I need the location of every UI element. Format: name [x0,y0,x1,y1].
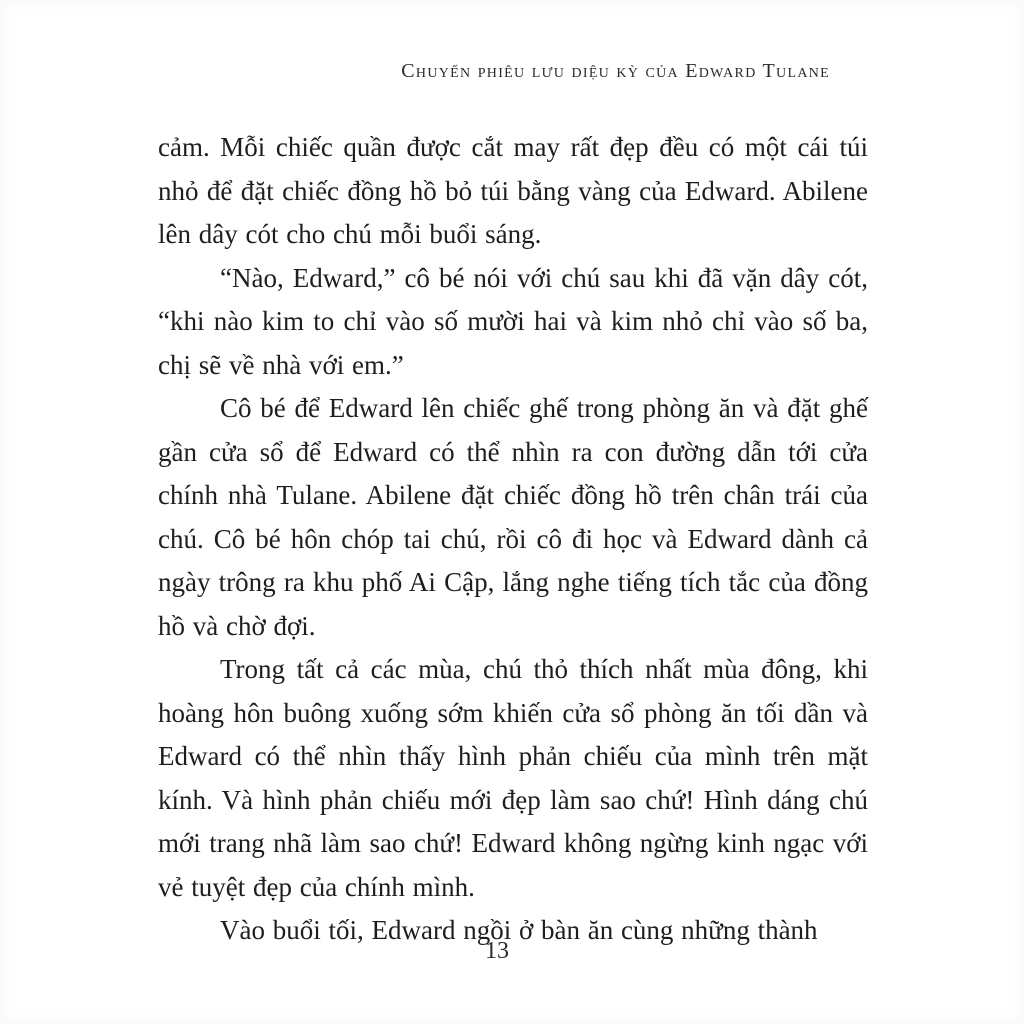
running-header: Chuyến phiêu lưu diệu kỳ của Edward Tulane [401,60,830,82]
paragraph: Trong tất cả các mùa, chú thỏ thích nhất mùa đông, khi hoàng hôn buông xuống sớm khiến cửa sổ phòng ăn tối dần và Edward có thể nhìn thấy hình phản chiếu của mình trên mặt kính. Và hình phản chiếu mới đẹp làm sao chứ! Hình dáng chú mới trang nhã làm sao chứ! Edward không ngừng kinh ngạc với vẻ tuyệt đẹp của chính mình. [158,654,868,902]
paragraph: Vào buổi tối, Edward ngồi ở bàn ăn cùng những thành [220,915,818,945]
page-number: 13 [485,938,509,964]
paragraph: “Nào, Edward,” cô bé nói với chú sau khi đã vặn dây cót, “khi nào kim to chỉ vào số mười hai và kim nhỏ chỉ vào số ba, chị sẽ về nhà với em.” [158,262,868,380]
paragraph: Cô bé để Edward lên chiếc ghế trong phòng ăn và đặt ghế gần cửa sổ để Edward có thể nhìn ra con đường dẫn tới cửa chính nhà Tulane. Abilene đặt chiếc đồng hồ trên chân trái của chú. Cô bé hôn chóp tai chú, rồi cô đi học và Edward dành cả ngày trông ra khu phố Ai Cập, lắng nghe tiếng tích tắc của đồng hồ và chờ đợi. [158,393,868,641]
paragraph: cảm. Mỗi chiếc quần được cắt may rất đẹp đều có một cái túi nhỏ để đặt chiếc đồng hồ bỏ túi bằng vàng của Edward. Abilene lên dây cót cho chú mỗi buổi sáng. [158,132,868,249]
body-text [158,126,868,953]
